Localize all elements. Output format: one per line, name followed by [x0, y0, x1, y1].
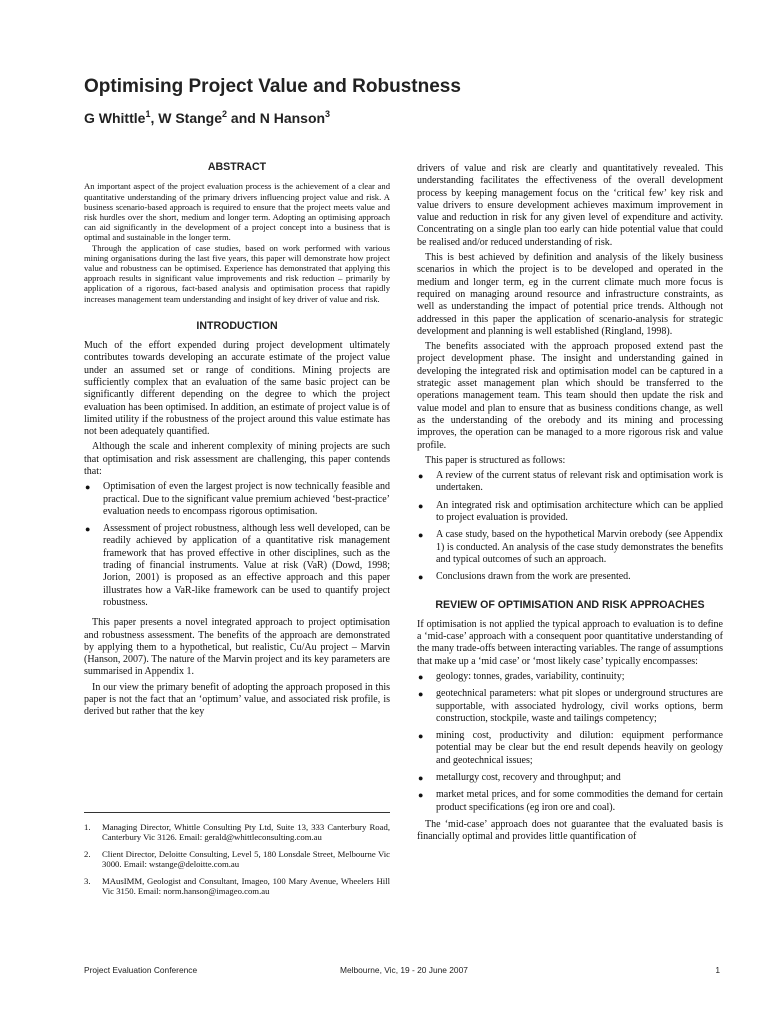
list-item-text: A review of the current status of relevant risk and optimisation work is undertaken.: [436, 470, 723, 494]
list-item: ● A review of the current status of relevant risk and optimisation work is undertaken.: [418, 470, 723, 494]
list-item: ● A case study, based on the hypothetical Marvin orebody (see Appendix 1) is conducted. An analysis of the case study demonstrates the benefits and typical outcomes of such an approach.: [418, 529, 723, 565]
list-item-text: Optimisation of even the largest project is now technically feasible and practical. Due to the significant value premium achieved ‘best-practice’ evaluation needs to encompass rigorous optimisation.: [103, 481, 390, 517]
list-item: ● market metal prices, and for some commodities the demand for certain product specifications (eg iron ore and coal).: [418, 789, 723, 813]
body-paragraph: drivers of value and risk are clearly and quantitatively revealed. This understanding facilitates the effectiveness of the overall development process by keeping management focus on the ‘critical few’ key risk and value drivers to ensure development achieves maximum improvement in value and reduction in risk for any given level of expenditure and activity. Concentrating on a single plan too early can hide potential value that could be realised and/or reduced understanding of risk.: [417, 163, 723, 248]
footer-conference: Project Evaluation Conference: [84, 965, 198, 975]
author-separator: and: [227, 110, 260, 126]
footnote-divider: [84, 812, 390, 813]
author-name: G Whittle: [84, 110, 146, 126]
introduction-heading: INTRODUCTION: [196, 319, 278, 332]
paper-title: Optimising Project Value and Robustness: [84, 76, 461, 97]
list-item: ● mining cost, productivity and dilution: equipment performance potential may be clear but the end result depends heavily on geology and geotechnical issues;: [418, 730, 723, 766]
body-paragraph: This is best achieved by definition and analysis of the likely business scenarios in which the project is to be developed and operated in the medium and longer term, eg in the current climate much more focus is required on managing around resource and infrastructure constraints, as well as understanding the impact of potential price trends. Although not addressed in this paper the application of scenario-analysis for strategic development and planning is well established (Ringland, 1998).: [417, 252, 723, 337]
body-paragraph: Much of the effort expended during project development ultimately contributes towards developing an accurate estimate of the project value under an assumed set or range of conditions. Mining projects are sufficiently complex that an evaluation of the same basic project can be significantly different depending on the degree to which the project evaluation has been optimised. In addition, an estimate of project value is of limited utility if the robustness of the project around this value estimate has not been adequately quantified.: [84, 340, 390, 438]
bullet-list: [417, 671, 723, 814]
abstract-paragraph: An important aspect of the project evaluation process is the achievement of a clear and quantitative understanding of the primary drivers influencing project value and risk. A business scenario-based approach is required to ensure that the project meets value and risk hurdles over the short, medium and longer term. Adopting an optimising approach can aid significantly in the development of a project concept into a business that is optimal and sustainable in the longer term.: [84, 181, 390, 243]
list-item-text: An integrated risk and optimisation architecture which can be applied to project evaluation is provided.: [436, 499, 723, 524]
list-item-text: geology: tonnes, grades, variability, continuity;: [436, 670, 625, 682]
abstract-heading: ABSTRACT: [207, 161, 267, 173]
footnote-text: MAusIMM, Geologist and Consultant, Imageo, 100 Mary Avenue, Wheelers Hill Vic 3150. Email: norm.hanson@imageo.com.au: [102, 875, 390, 897]
author-affiliation-mark: 2: [222, 109, 228, 119]
footnote-text: Managing Director, Whittle Consulting Pty Ltd, Suite 13, 333 Canterbury Road, Canterbury Vic 3126. Email: gerald@whittleconsulting.com.au: [102, 822, 390, 843]
bullet-list: [84, 481, 390, 609]
list-item: ● Assessment of project robustness, although less well developed, can be readily achieved by application of a quantitative risk management framework that has proved effective in other disciplines, such as the trading of financial instruments. Value at risk (VaR) (Dowd, 1998; Jorion, 2001) is proposed as an effective approach and this paper illustrates how a VaR-like framework can be used to quantify project robustness.: [85, 523, 390, 608]
author-name: W Stange: [158, 110, 223, 126]
list-item: ● Conclusions drawn from the work are presented.: [418, 571, 631, 583]
bullet-list: [417, 470, 723, 583]
footnote-number: 1.: [84, 822, 91, 832]
body-paragraph: The ‘mid-case’ approach does not guarantee that the evaluated basis is financially optimal and provides little quantification of: [417, 818, 723, 843]
author-affiliation-mark: 3: [325, 109, 331, 119]
author-affiliation-mark: 1: [145, 109, 151, 119]
body-paragraph: This paper is structured as follows:: [425, 454, 566, 466]
list-item-text: Assessment of project robustness, although less well developed, can be readily achieved by application of a quantitative risk management framework that has proved effective in other disciplines, such as the trading of financial instruments. Value at risk (VaR) (Dowd, 1998; Jorion, 2001) is proposed as an effective approach and this paper illustrates how a VaR-like framework can be used to quantify project robustness.: [103, 523, 390, 608]
footer-location-date: Melbourne, Vic, 19 - 20 June 2007: [340, 965, 468, 975]
body-paragraph: This paper presents a novel integrated approach to project optimisation and robustness assessment. The benefits of the approach are demonstrated by applying them to a hypothetical, but realistic, Cu/Au project – Marvin (Hanson, 2007). The nature of the Marvin project and its key parameters are summarised in Appendix 1.: [84, 617, 390, 678]
footnote: [84, 822, 390, 843]
list-item: ● An integrated risk and optimisation architecture which can be applied to project evaluation is provided.: [418, 499, 723, 524]
list-item-text: A case study, based on the hypothetical Marvin orebody (see Appendix 1) is conducted. An analysis of the case study demonstrates the benefits and typical outcomes of such an approach.: [436, 529, 723, 565]
body-paragraph: The benefits associated with the approach proposed extend past the project development phase. The insight and understanding gained in developing the integrated risk and optimisation model can be captured in a strategic asset management plan which should be transferred to the operations management team. This team should then update the risk and value model and plan to ensure that as business conditions change, as well as the understanding of the orebody and its mining and processing improves, the operation can be managed to a more rigorous risk and value profile.: [417, 341, 723, 451]
footnote-text: Client Director, Deloitte Consulting, Level 5, 180 Lonsdale Street, Melbourne Vic 3000. Email: wstange@deloitte.com.au: [102, 848, 390, 870]
list-item: ● Optimisation of even the largest project is now technically feasible and practical. Due to the significant value premium achieved ‘best-practice’ evaluation needs to encompass rigorous optimisation.: [85, 481, 390, 517]
list-item-text: market metal prices, and for some commodities the demand for certain product specifications (eg iron ore and coal).: [436, 789, 723, 813]
left-column: [84, 160, 390, 719]
list-item-text: geotechnical parameters: what pit slopes or underground structures are supportable, with associated hydrology, civil works options, berm construction, stockpile, waste and tailings competency;: [436, 688, 723, 724]
right-column: [417, 163, 723, 844]
abstract-paragraph: Through the application of case studies, based on work performed with various mining organisations during the last five years, this paper will demonstrate how project value and robustness can be optimised. Experience has demonstrated that applying this approach results in significant value improvements and risk reduction – primarily by application of a rigorous, fact-based analysis and optimisation process that rapidly increases management team understanding and insight of key driver of value and risk.: [84, 242, 390, 304]
list-item-text: mining cost, productivity and dilution: equipment performance potential may be clear but the end result depends heavily on geology and geotechnical issues;: [436, 730, 723, 766]
footnote: [84, 876, 390, 897]
author-name: N Hanson: [259, 110, 326, 126]
list-item: ● geotechnical parameters: what pit slopes or underground structures are supportable, with associated hydrology, civil works options, berm construction, stockpile, waste and tailings competency;: [418, 688, 723, 724]
body-paragraph: Although the scale and inherent complexity of mining projects are such that optimisation and risk assessment are challenging, this paper contends that:: [84, 441, 390, 477]
footnote-number: 2.: [84, 848, 91, 859]
body-paragraph: In our view the primary benefit of adopting the approach proposed in this paper is not the fact that an ‘optimum’ value, and associated risk profile, is derived but rather that the key: [84, 681, 390, 718]
footnote-number: 3.: [84, 875, 91, 886]
footnote: [84, 849, 390, 870]
body-paragraph: If optimisation is not applied the typical approach to evaluation is to define a ‘mid-case’ approach with a consequent poor quantitative understanding of the many trade-offs between interacting variables. The range of assumptions that make up a ‘mid case’ or ‘most likely case’ typically encompasses:: [417, 618, 723, 667]
list-item-text: Conclusions drawn from the work are presented.: [436, 571, 631, 583]
list-item-text: metallurgy cost, recovery and throughput; and: [436, 772, 621, 784]
author-line: [84, 110, 330, 126]
page-number: 1: [715, 965, 720, 975]
list-item: ● geology: tonnes, grades, variability, continuity;: [418, 670, 625, 682]
review-heading: REVIEW OF OPTIMISATION AND RISK APPROACHES: [435, 598, 705, 611]
list-item: ● metallurgy cost, recovery and throughput; and: [418, 772, 621, 784]
author-separator: ,: [150, 110, 159, 126]
footnotes: [84, 822, 390, 902]
